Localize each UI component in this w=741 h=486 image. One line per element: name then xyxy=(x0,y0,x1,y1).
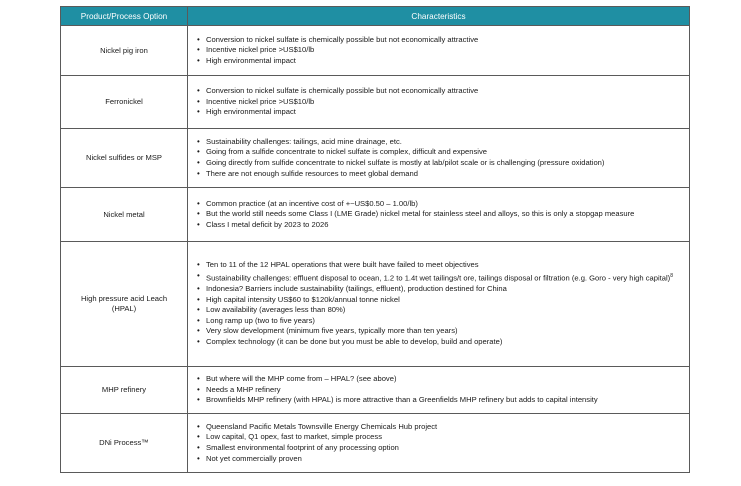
list-item: • Complex technology (it can be done but you must be able to develop, build and operate) xyxy=(206,337,683,348)
list-item: • Low availability (averages less than 80%) xyxy=(206,305,683,316)
table-row xyxy=(61,242,690,367)
characteristics-cell xyxy=(188,414,690,473)
table-row xyxy=(61,414,690,473)
list-item: • Needs a MHP refinery xyxy=(206,385,683,396)
option-cell: Nickel metal xyxy=(61,188,188,242)
option-cell: DNi Process™ xyxy=(61,414,188,473)
list-item: • Low capital, Q1 opex, fast to market, simple process xyxy=(206,432,683,443)
list-item: • Not yet commercially proven xyxy=(206,454,683,465)
comparison-table-container xyxy=(60,6,689,473)
list-item: • Very slow development (minimum five years, typically more than ten years) xyxy=(206,326,683,337)
process-options-table xyxy=(60,6,690,473)
option-cell: Nickel pig iron xyxy=(61,26,188,76)
option-cell: Nickel sulfides or MSP xyxy=(61,129,188,188)
list-item: • Common practice (at an incentive cost of +~US$0.50 – 1.00/lb) xyxy=(206,199,683,210)
characteristics-list xyxy=(188,86,689,118)
list-item: • Conversion to nickel sulfate is chemically possible but not economically attractive xyxy=(206,86,683,97)
table-row xyxy=(61,367,690,414)
list-item xyxy=(206,271,683,284)
list-item: • Long ramp up (two to five years) xyxy=(206,316,683,327)
header-product-process-option: Product/Process Option xyxy=(61,7,188,26)
list-item: • Class I metal deficit by 2023 to 2026 xyxy=(206,220,683,231)
footnote-marker: 8 xyxy=(670,272,673,279)
list-item: • Indonesia? Barriers include sustainability (tailings, effluent), production destined for China xyxy=(206,284,683,295)
list-item: • High environmental impact xyxy=(206,107,683,118)
characteristics-list xyxy=(188,260,689,347)
characteristics-cell xyxy=(188,242,690,367)
table-row xyxy=(61,188,690,242)
list-item: • Smallest environmental footprint of any processing option xyxy=(206,443,683,454)
header-characteristics: Characteristics xyxy=(188,7,690,26)
list-item: • High capital intensity US$60 to $120k/annual tonne nickel xyxy=(206,295,683,306)
option-cell: MHP refinery xyxy=(61,367,188,414)
option-cell: Ferronickel xyxy=(61,76,188,129)
characteristics-list xyxy=(188,137,689,179)
characteristics-cell xyxy=(188,188,690,242)
list-item: • Going from a sulfide concentrate to nickel sulfate is complex, difficult and expensive xyxy=(206,147,683,158)
table-header-row xyxy=(61,7,690,26)
list-item: • There are not enough sulfide resources to meet global demand xyxy=(206,169,683,180)
characteristics-cell xyxy=(188,367,690,414)
list-item: • Conversion to nickel sulfate is chemically possible but not economically attractive xyxy=(206,35,683,46)
characteristics-cell xyxy=(188,76,690,129)
table-row xyxy=(61,129,690,188)
list-item-text: Sustainability challenges: effluent disposal to ocean, 1.2 to 1.4t wet tailings/t ore, tailings disposal or filtration (e.g. Goro - very high capital) xyxy=(206,273,671,283)
list-item: • Incentive nickel price >US$10/lb xyxy=(206,97,683,108)
characteristics-list xyxy=(188,35,689,67)
characteristics-list xyxy=(188,199,689,231)
list-item: • Brownfields MHP refinery (with HPAL) is more attractive than a Greenfields MHP refinery but adds to capital intensity xyxy=(206,395,683,406)
table-row xyxy=(61,26,690,76)
characteristics-list xyxy=(188,422,689,464)
list-item: • Incentive nickel price >US$10/lb xyxy=(206,45,683,56)
characteristics-cell xyxy=(188,26,690,76)
list-item: • Ten to 11 of the 12 HPAL operations that were built have failed to meet objectives xyxy=(206,260,683,271)
list-item: • But the world still needs some Class I (LME Grade) nickel metal for stainless steel and alloys, so this is only a stopgap measure xyxy=(206,209,683,220)
list-item: • Sustainability challenges: tailings, acid mine drainage, etc. xyxy=(206,137,683,148)
option-cell: High pressure acid Leach (HPAL) xyxy=(61,242,188,367)
characteristics-list xyxy=(188,374,689,406)
characteristics-cell xyxy=(188,129,690,188)
list-item: • But where will the MHP come from – HPAL? (see above) xyxy=(206,374,683,385)
list-item: • High environmental impact xyxy=(206,56,683,67)
list-item: • Going directly from sulfide concentrate to nickel sulfate is mostly at lab/pilot scale or is challenging (pressure oxidation) xyxy=(206,158,683,169)
table-row xyxy=(61,76,690,129)
list-item: • Queensland Pacific Metals Townsville Energy Chemicals Hub project xyxy=(206,422,683,433)
